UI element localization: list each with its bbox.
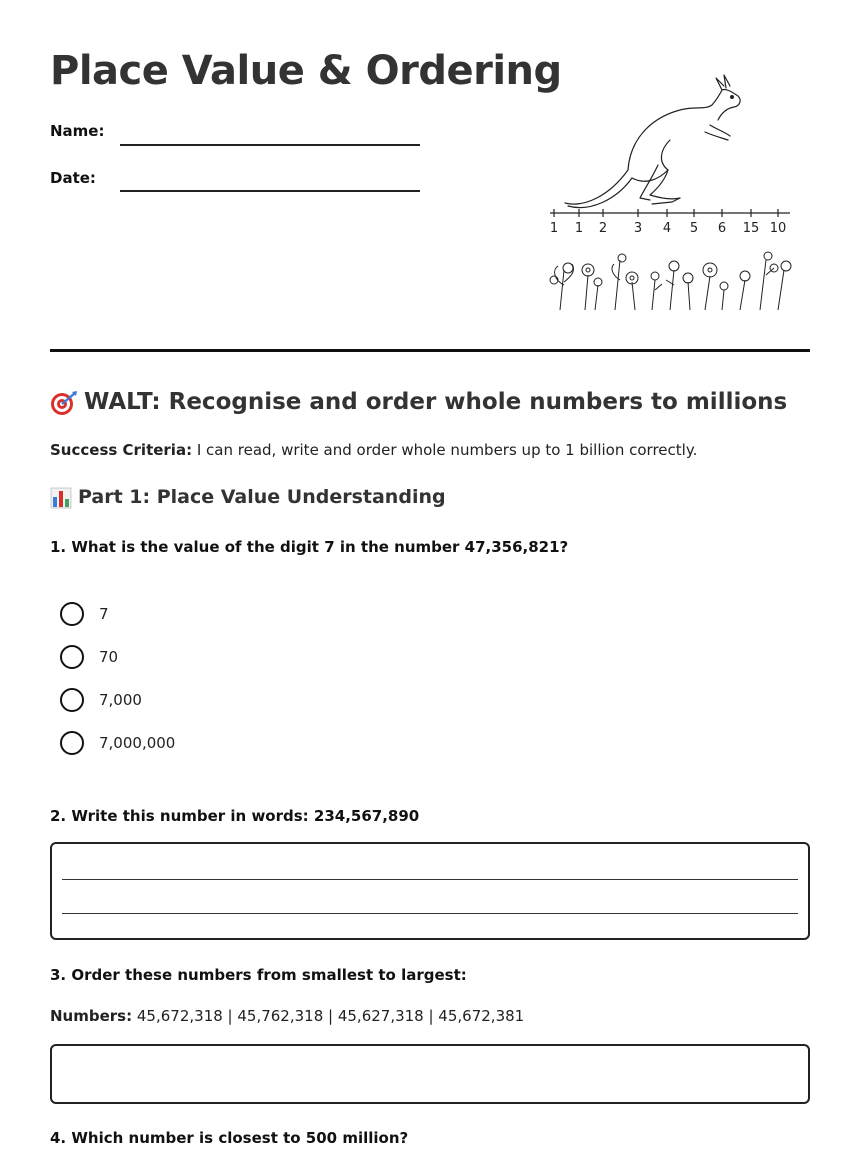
target-icon — [50, 390, 78, 416]
tick-label: 2 — [598, 221, 608, 236]
numbers-label: Numbers: — [50, 1007, 133, 1025]
bar-chart-icon — [50, 487, 72, 509]
q1-option-2[interactable] — [60, 644, 118, 670]
part-1-heading — [50, 486, 446, 509]
tick-label: 1 — [549, 221, 559, 236]
numbers-value: 45,672,318 | 45,762,318 | 45,627,318 | 45,672,381 — [136, 1007, 525, 1025]
success-criteria-label: Success Criteria: — [50, 441, 193, 459]
question-2: 2. Write this number in words: 234,567,890 — [50, 807, 420, 825]
radio-button[interactable] — [60, 688, 84, 712]
option-label: 7,000 — [99, 691, 142, 709]
radio-button[interactable] — [60, 645, 84, 669]
flowers-icon — [550, 252, 791, 310]
question-4: 4. Which number is closest to 500 million? — [50, 1129, 409, 1147]
tick-label: 15 — [742, 221, 760, 236]
walt-heading — [50, 389, 787, 416]
name-label: Name: — [50, 122, 105, 140]
question-3: 3. Order these numbers from smallest to largest: — [50, 966, 467, 984]
walt-text: WALT: Recognise and order whole numbers to millions — [84, 389, 788, 415]
q3-numbers — [50, 1007, 524, 1025]
success-criteria-text: I can read, write and order whole numbers up to 1 billion correctly. — [196, 441, 698, 459]
writing-line — [62, 913, 798, 914]
kangaroo-illustration — [540, 70, 800, 320]
q1-option-1[interactable] — [60, 601, 109, 627]
tick-label: 6 — [717, 221, 727, 236]
part-1-text: Part 1: Place Value Understanding — [78, 486, 446, 508]
question-1: 1. What is the value of the digit 7 in the number 47,356,821? — [50, 538, 569, 556]
name-field[interactable] — [120, 144, 420, 146]
q2-answer-box[interactable] — [50, 842, 810, 940]
q1-option-4[interactable] — [60, 730, 175, 756]
date-field[interactable] — [120, 190, 420, 192]
success-criteria — [50, 441, 697, 459]
writing-line — [62, 879, 798, 880]
option-label: 7 — [99, 605, 109, 623]
section-divider — [50, 349, 810, 352]
tick-label: 10 — [769, 221, 787, 236]
option-label: 7,000,000 — [99, 734, 176, 752]
option-label: 70 — [99, 648, 119, 666]
date-label: Date: — [50, 169, 96, 187]
tick-label: 1 — [574, 221, 584, 236]
radio-button[interactable] — [60, 731, 84, 755]
radio-button[interactable] — [60, 602, 84, 626]
page-title: Place Value & Ordering — [50, 48, 562, 94]
tick-label: 3 — [633, 221, 643, 236]
q3-answer-box[interactable] — [50, 1044, 810, 1104]
q1-option-3[interactable] — [60, 687, 142, 713]
tick-label: 4 — [662, 221, 672, 236]
tick-label: 5 — [689, 221, 699, 236]
